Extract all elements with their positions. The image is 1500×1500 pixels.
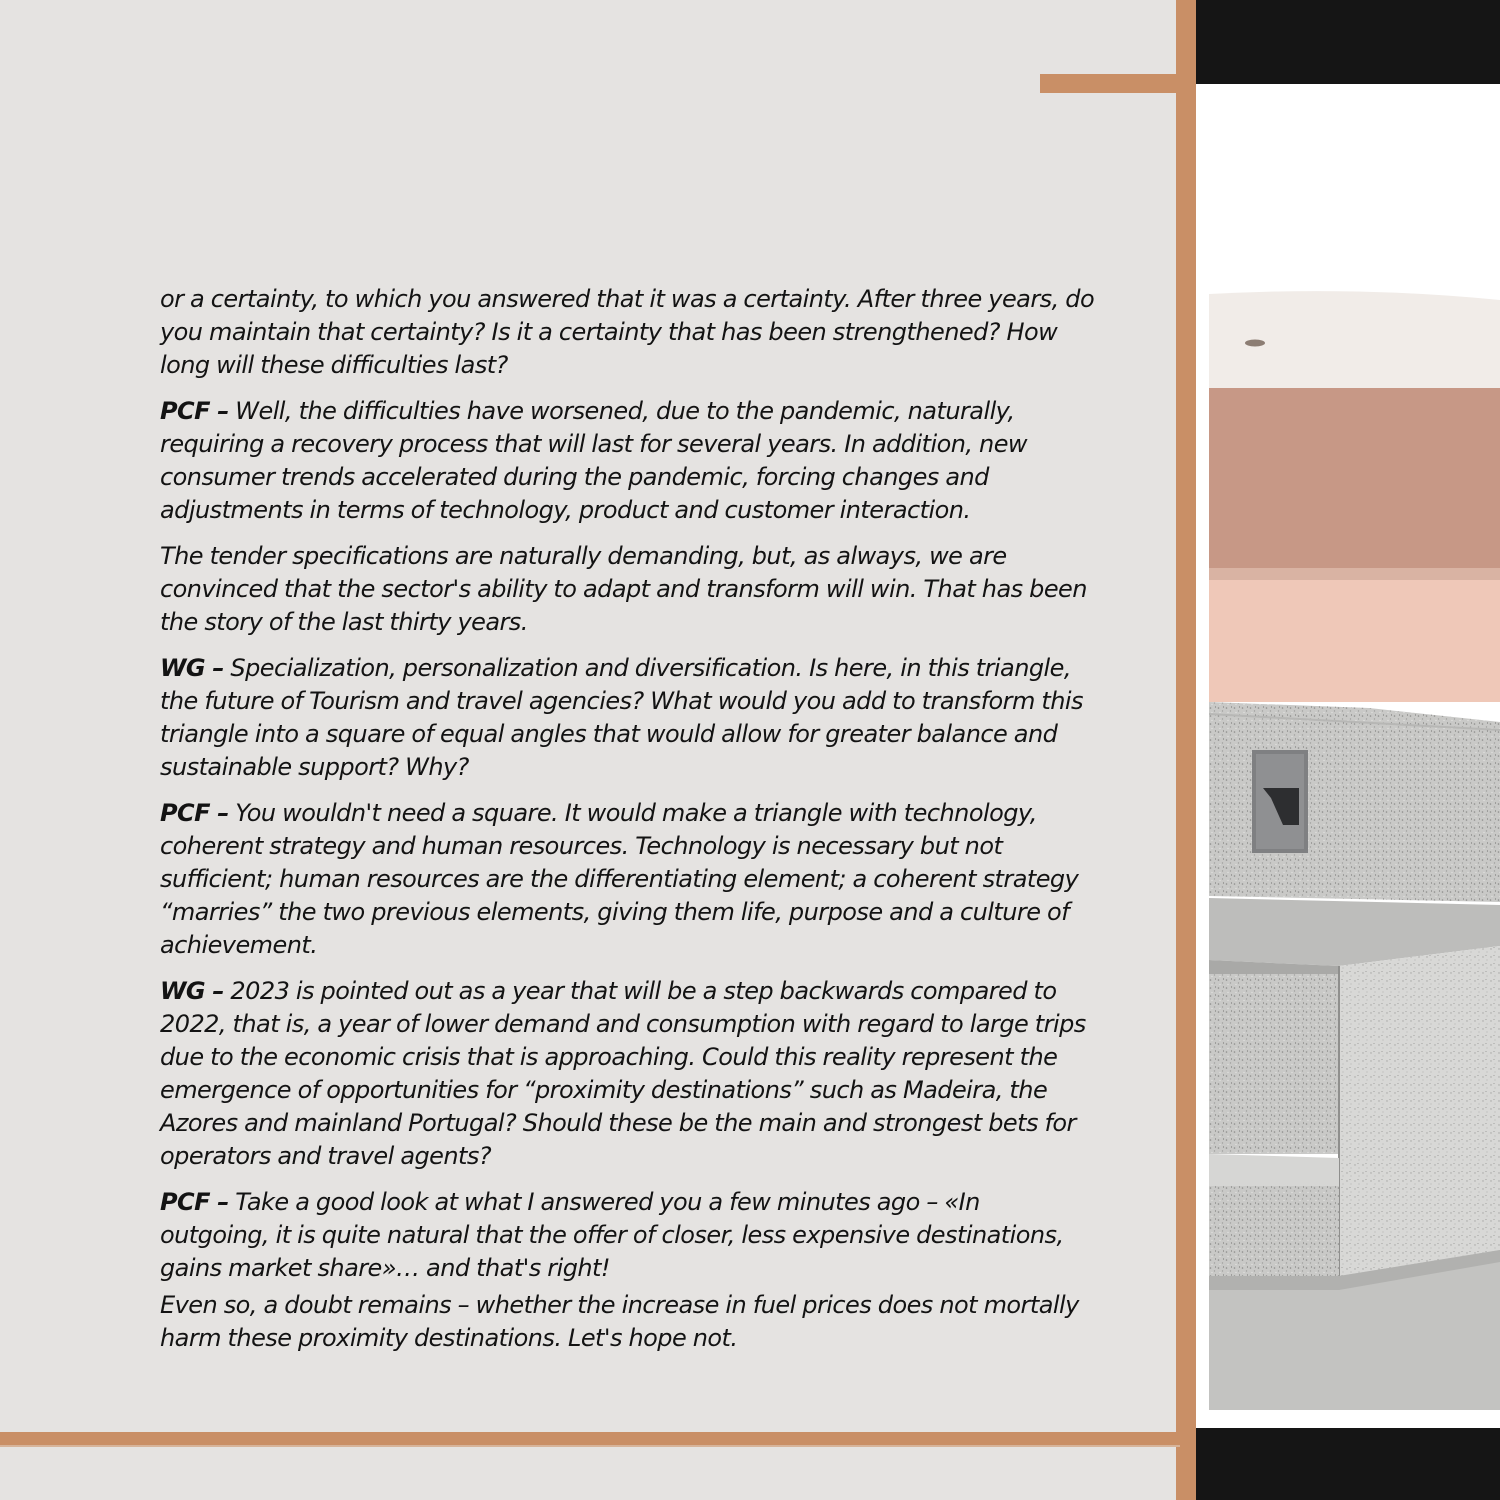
- paragraph: [160, 283, 1095, 382]
- building-photo: [1209, 290, 1500, 1410]
- paragraph-text: You wouldn't need a square. It would make a triangle with technology, coherent strategy and human resources. Technology is necessary but not sufficient; human resources are the differentiating element; a coherent strategy “marries” the two previous elements, giving them life, purpose and a culture of achievement.: [160, 799, 1079, 959]
- bottom-accent-rule: [0, 1432, 1180, 1445]
- paragraph-text: Well, the difficulties have worsened, due to the pandemic, naturally, requiring a recovery process that will last for several years. In addition, new consumer trends accelerated during the pandemic, forcing changes and adjustments in terms of technology, product and customer interaction.: [160, 397, 1027, 524]
- paragraph: [160, 1186, 1095, 1285]
- speaker-label: WG –: [160, 654, 224, 682]
- paragraph: [160, 1289, 1095, 1355]
- paragraph-text: 2023 is pointed out as a year that will be a step backwards compared to 2022, that is, a year of lower demand and consumption with regard to large trips due to the economic crisis that is approaching. Could this reality represent the emergence of opportunities for “proximity destinations” such as Madeira, the Azores and mainland Portugal? Should these be the main and strongest bets for operators and travel agents?: [160, 977, 1086, 1170]
- paragraph: [160, 540, 1095, 639]
- speaker-label: WG –: [160, 977, 224, 1005]
- paragraph: [160, 395, 1095, 527]
- paragraph-text: The tender specifications are naturally demanding, but, as always, we are convinced that the sector's ability to adapt and transform will win. That has been the story of the last thirty years.: [160, 542, 1087, 636]
- top-accent-rule: [1040, 74, 1180, 93]
- interview-text: [160, 283, 1095, 1368]
- paragraph-text: or a certainty, to which you answered that it was a certainty. After three years, do you maintain that certainty? Is it a certainty that has been strengthened? How long will these difficulties last?: [160, 285, 1095, 379]
- paragraph-text: Take a good look at what I answered you a few minutes ago – «In outgoing, it is quite natural that the offer of closer, less expensive destinations, gains market share»… and that's right!: [160, 1188, 1064, 1282]
- bottom-accent-rule-shadow: [0, 1445, 1180, 1447]
- paragraph: [160, 652, 1095, 784]
- top-dark-band: [1196, 0, 1500, 84]
- speaker-label: PCF –: [160, 397, 229, 425]
- vertical-accent-rule: [1176, 0, 1196, 1500]
- paragraph-text: Even so, a doubt remains – whether the increase in fuel prices does not mortally harm these proximity destinations. Let's hope not.: [160, 1291, 1079, 1352]
- speaker-label: PCF –: [160, 799, 229, 827]
- speaker-label: PCF –: [160, 1188, 229, 1216]
- bottom-dark-band: [1196, 1428, 1500, 1500]
- paragraph-text: Specialization, personalization and diversification. Is here, in this triangle, the future of Tourism and travel agencies? What would you add to transform this triangle into a square of equal angles that would allow for greater balance and sustainable support? Why?: [160, 654, 1083, 781]
- paragraph: [160, 797, 1095, 962]
- paragraph: [160, 975, 1095, 1173]
